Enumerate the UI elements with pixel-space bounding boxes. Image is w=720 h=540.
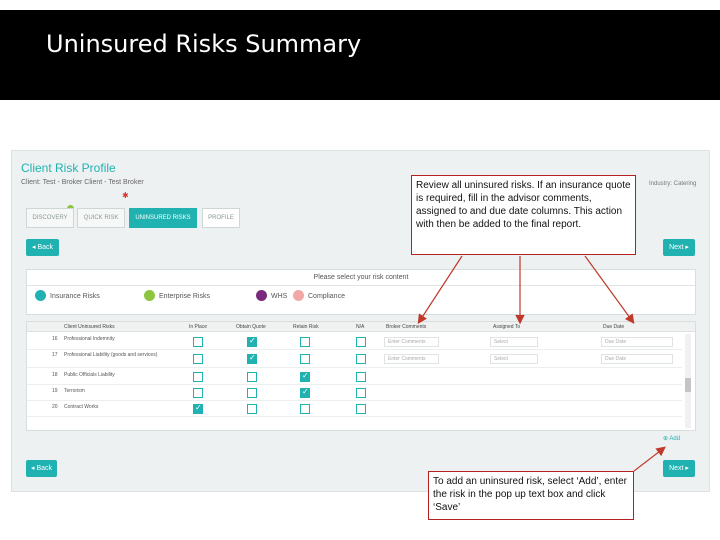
table-row: [27, 334, 682, 350]
table-scrollbar[interactable]: [685, 334, 691, 428]
assigned-to-select[interactable]: Select: [490, 337, 538, 347]
na-checkbox[interactable]: [356, 372, 366, 382]
obtain-quote-checkbox[interactable]: [247, 404, 257, 414]
tab-profile[interactable]: PROFILE: [202, 208, 240, 228]
table-row: [27, 350, 682, 368]
enterprise-risks-check-icon[interactable]: [144, 290, 155, 301]
risk-name: Contract Works: [64, 404, 99, 410]
slide-title: Uninsured Risks Summary: [46, 30, 362, 58]
whs-dot-icon[interactable]: [256, 290, 267, 301]
row-number: 16: [52, 336, 58, 342]
in-place-checkbox[interactable]: [193, 372, 203, 382]
col-due-date: Due Date: [603, 324, 625, 330]
obtain-quote-checkbox[interactable]: [247, 354, 257, 364]
obtain-quote-checkbox[interactable]: [247, 372, 257, 382]
retain-risk-checkbox[interactable]: [300, 337, 310, 347]
risk-content-panel: [26, 269, 696, 315]
next-button-top[interactable]: Next ▸: [663, 239, 695, 256]
col-client-uninsured-risks: Client Uninsured Risks: [64, 324, 115, 330]
due-date-input[interactable]: Due Date: [601, 354, 673, 364]
table-header: [27, 322, 695, 332]
scrollbar-thumb[interactable]: [685, 378, 691, 392]
title-bar: [0, 10, 720, 100]
compliance-dot-icon[interactable]: [293, 290, 304, 301]
col-obtain-quote: Obtain Quote: [236, 324, 266, 330]
client-subtitle: Client: Test - Broker Client - Test Broker: [21, 179, 144, 186]
risk-name: Professional Liability (goods and services): [64, 352, 158, 358]
category-enterprise-risks[interactable]: Enterprise Risks: [159, 293, 210, 300]
callout-review-risks: Review all uninsured risks. If an insurance quote is required, fill in the advisor comments, assigned to and due date columns. This action with then be added to the final report.: [411, 175, 636, 255]
retain-risk-checkbox[interactable]: [300, 354, 310, 364]
category-whs[interactable]: WHS: [271, 293, 288, 300]
tab-quick-risk[interactable]: QUICK RISK: [77, 208, 125, 228]
insurance-risks-check-icon[interactable]: [35, 290, 46, 301]
category-insurance-risks[interactable]: Insurance Risks: [50, 293, 100, 300]
add-risk-link[interactable]: ⊕ Add: [663, 436, 681, 442]
col-in-place: In Place: [189, 324, 208, 330]
in-place-checkbox[interactable]: [193, 404, 203, 414]
in-place-checkbox[interactable]: [193, 388, 203, 398]
table-row: [27, 369, 682, 385]
retain-risk-checkbox[interactable]: [300, 372, 310, 382]
row-number: 17: [52, 352, 58, 358]
retain-risk-checkbox[interactable]: [300, 388, 310, 398]
risk-name: Terrorism: [64, 388, 85, 394]
tab-discovery[interactable]: DISCOVERY: [26, 208, 74, 228]
back-button-top[interactable]: ◂ Back: [26, 239, 59, 256]
table-row: [27, 385, 682, 401]
table-row: [27, 401, 682, 417]
row-number: 20: [52, 404, 58, 410]
in-place-checkbox[interactable]: [193, 354, 203, 364]
obtain-quote-checkbox[interactable]: [247, 337, 257, 347]
app-title: Client Risk Profile: [21, 161, 116, 175]
assigned-to-select[interactable]: Select: [490, 354, 538, 364]
row-number: 18: [52, 372, 58, 378]
risk-name: Professional Indemnity: [64, 336, 115, 342]
in-place-checkbox[interactable]: [193, 337, 203, 347]
industry-label: Industry: Catering: [649, 181, 697, 187]
callout-add-risk: To add an uninsured risk, select ‘Add’, enter the risk in the pop up text box and click ‘Save’: [428, 471, 634, 520]
panel-divider: [27, 285, 695, 286]
panel-header: Please select your risk content: [313, 274, 409, 281]
col-broker-comments: Broker Comments: [386, 324, 427, 330]
col-retain-risk: Retain Risk: [293, 324, 319, 330]
row-number: 19: [52, 388, 58, 394]
na-checkbox[interactable]: [356, 354, 366, 364]
col-assigned-to: Assigned To: [493, 324, 521, 330]
risk-name: Public Officials Liability: [64, 372, 115, 378]
tab-uninsured-risks[interactable]: UNINSURED RISKS: [129, 208, 197, 228]
uninsured-risks-table: [26, 321, 696, 431]
due-date-input[interactable]: Due Date: [601, 337, 673, 347]
broker-comments-input[interactable]: Enter Comments: [384, 337, 439, 347]
required-star-icon: ✱: [122, 191, 129, 200]
back-button-bottom[interactable]: ◂ Back: [26, 460, 57, 477]
broker-comments-input[interactable]: Enter Comments: [384, 354, 439, 364]
obtain-quote-checkbox[interactable]: [247, 388, 257, 398]
category-compliance[interactable]: Compliance: [308, 293, 345, 300]
next-button-bottom[interactable]: Next ▸: [663, 460, 695, 477]
retain-risk-checkbox[interactable]: [300, 404, 310, 414]
na-checkbox[interactable]: [356, 388, 366, 398]
col-na: N/A: [356, 324, 365, 330]
na-checkbox[interactable]: [356, 337, 366, 347]
na-checkbox[interactable]: [356, 404, 366, 414]
